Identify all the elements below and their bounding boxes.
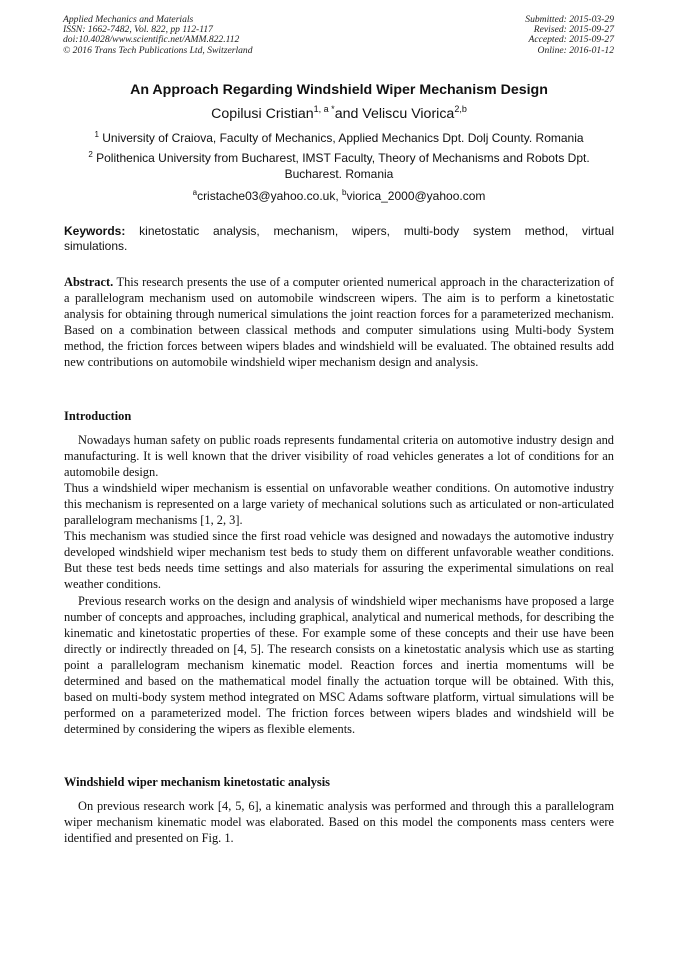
email-a-mark: a [192,188,198,197]
email-a-link[interactable]: cristache03@yahoo.co.uk, [197,189,342,203]
paragraph-text: Thus a windshield wiper mechanism is essential on unfavorable weather conditions. On automotive industry this mechanism is represented on a large variety of mechanical solutions such as articulated or non-articulated parallelogram mechanisms [1, 2, 3]. [64,481,614,527]
copyright-line: © 2016 Trans Tech Publications Ltd, Switzerland [63,44,253,56]
affiliation-1-mark: 1 [94,130,99,139]
issn-line: ISSN: 1662-7482, Vol. 822, pp 112-117 [63,24,213,36]
email-b-link[interactable]: viorica_2000@yahoo.com [346,189,486,203]
author-line [0,106,678,122]
author-emails [64,188,614,204]
revised-date: Revised: 2015-09-27 [533,24,614,36]
section-heading-kinetostatic: Windshield wiper mechanism kinetostatic analysis [64,775,330,789]
affiliation-2-text: Polithenica University from Bucharest, IMST Faculty, Theory of Mechanisms and Robots Dpt. Bucharest. Romania [96,151,590,181]
journal-info [63,15,253,56]
affiliation-1 [64,130,614,146]
email-b-mark: b [342,188,347,197]
paragraph-text: Nowadays human safety on public roads represents fundamental criteria on automotive industry design and manufacturing. It is well known that the driver visibility of road vehicles generates a lot of conditions for an automobile design. [64,433,614,479]
paragraph [64,480,614,528]
section-heading-introduction: Introduction [64,409,132,423]
author-1-name: Copilusi Cristian [211,106,314,122]
author-2-marks: 2,b [454,104,467,114]
paper-title: An Approach Regarding Windshield Wiper Mechanism Design [130,82,548,98]
keywords [64,224,614,254]
paragraph-text: On previous research work [4, 5, 6], a kinematic analysis was performed and through this a parallelogram wiper mechanism kinematic model was elaborated. Based on this model the components mass centers were identified and presented on Fig. 1. [64,799,614,845]
online-date: Online: 2016-01-12 [537,44,614,56]
affiliation-2-mark: 2 [88,150,93,159]
doi-line: doi:10.4028/www.scientific.net/AMM.822.112 [63,34,240,46]
author-1-marks: 1, a * [313,104,335,114]
paragraph-text: This mechanism was studied since the first road vehicle was designed and nowadays the automotive industry developed windshield wiper mechanism test beds to study them on different unfavorable weather conditions. But these test beds needs time settings and also materials for assuring the experimental simulations on real weather conditions. [64,529,614,591]
paragraph [64,432,614,480]
affiliation-1-text: University of Craiova, Faculty of Mechanics, Applied Mechanics Dpt. Dolj County. Romania [102,131,584,145]
paragraph [64,593,614,737]
keywords-text: kinetostatic analysis, mechanism, wipers, multi-body system method, virtual simulations. [64,224,614,253]
keywords-label: Keywords: [64,224,126,238]
abstract [64,274,614,370]
publication-dates [525,15,614,56]
paragraph [64,528,614,592]
affiliation-2 [64,150,614,182]
abstract-label: Abstract. [64,275,114,289]
journal-name: Applied Mechanics and Materials [63,14,194,25]
abstract-text: This research presents the use of a computer oriented numerical approach in the characterization of a parallelogram mechanism used on automobile windscreen wipers. The aim is to perform a kinetostatic analysis for obtaining through numerical simulations the joint reaction forces for a parameterized mechanism. Based on a combination between classical methods and computer simulations using Multi-body System method, the friction forces between wipers blades and windshield will be evaluated. The obtained results add new contributions on automobile windshield wiper mechanism design and analysis. [64,275,615,369]
submitted-date: Submitted: 2015-03-29 [525,14,614,25]
paragraph [64,798,614,846]
paragraph-text: Previous research works on the design and analysis of windshield wiper mechanisms have proposed a large number of concepts and approaches, including graphical, analytical and numerical methods, for describing the kinematic and kinetostatic properties of these. For example some of these concepts and their use have been directly or indirectly threaded on [4, 5]. The research consists on a kinetostatic analysis which use as starting point a parallelogram mechanism kinematic model. Reaction forces and inertia momentums will be determined and based on the mathematical model finally the actuation torque will be obtained. With this, based on multi-body system method integrated on MSC Adams software platform, virtual simulations will be performed on a parameterized model. The friction forces between wipers blades and windshield will be determined by considering the wipers as flexible elements. [64,594,614,736]
author-2-name: and Veliscu Viorica [334,106,455,122]
accepted-date: Accepted: 2015-09-27 [528,34,614,46]
